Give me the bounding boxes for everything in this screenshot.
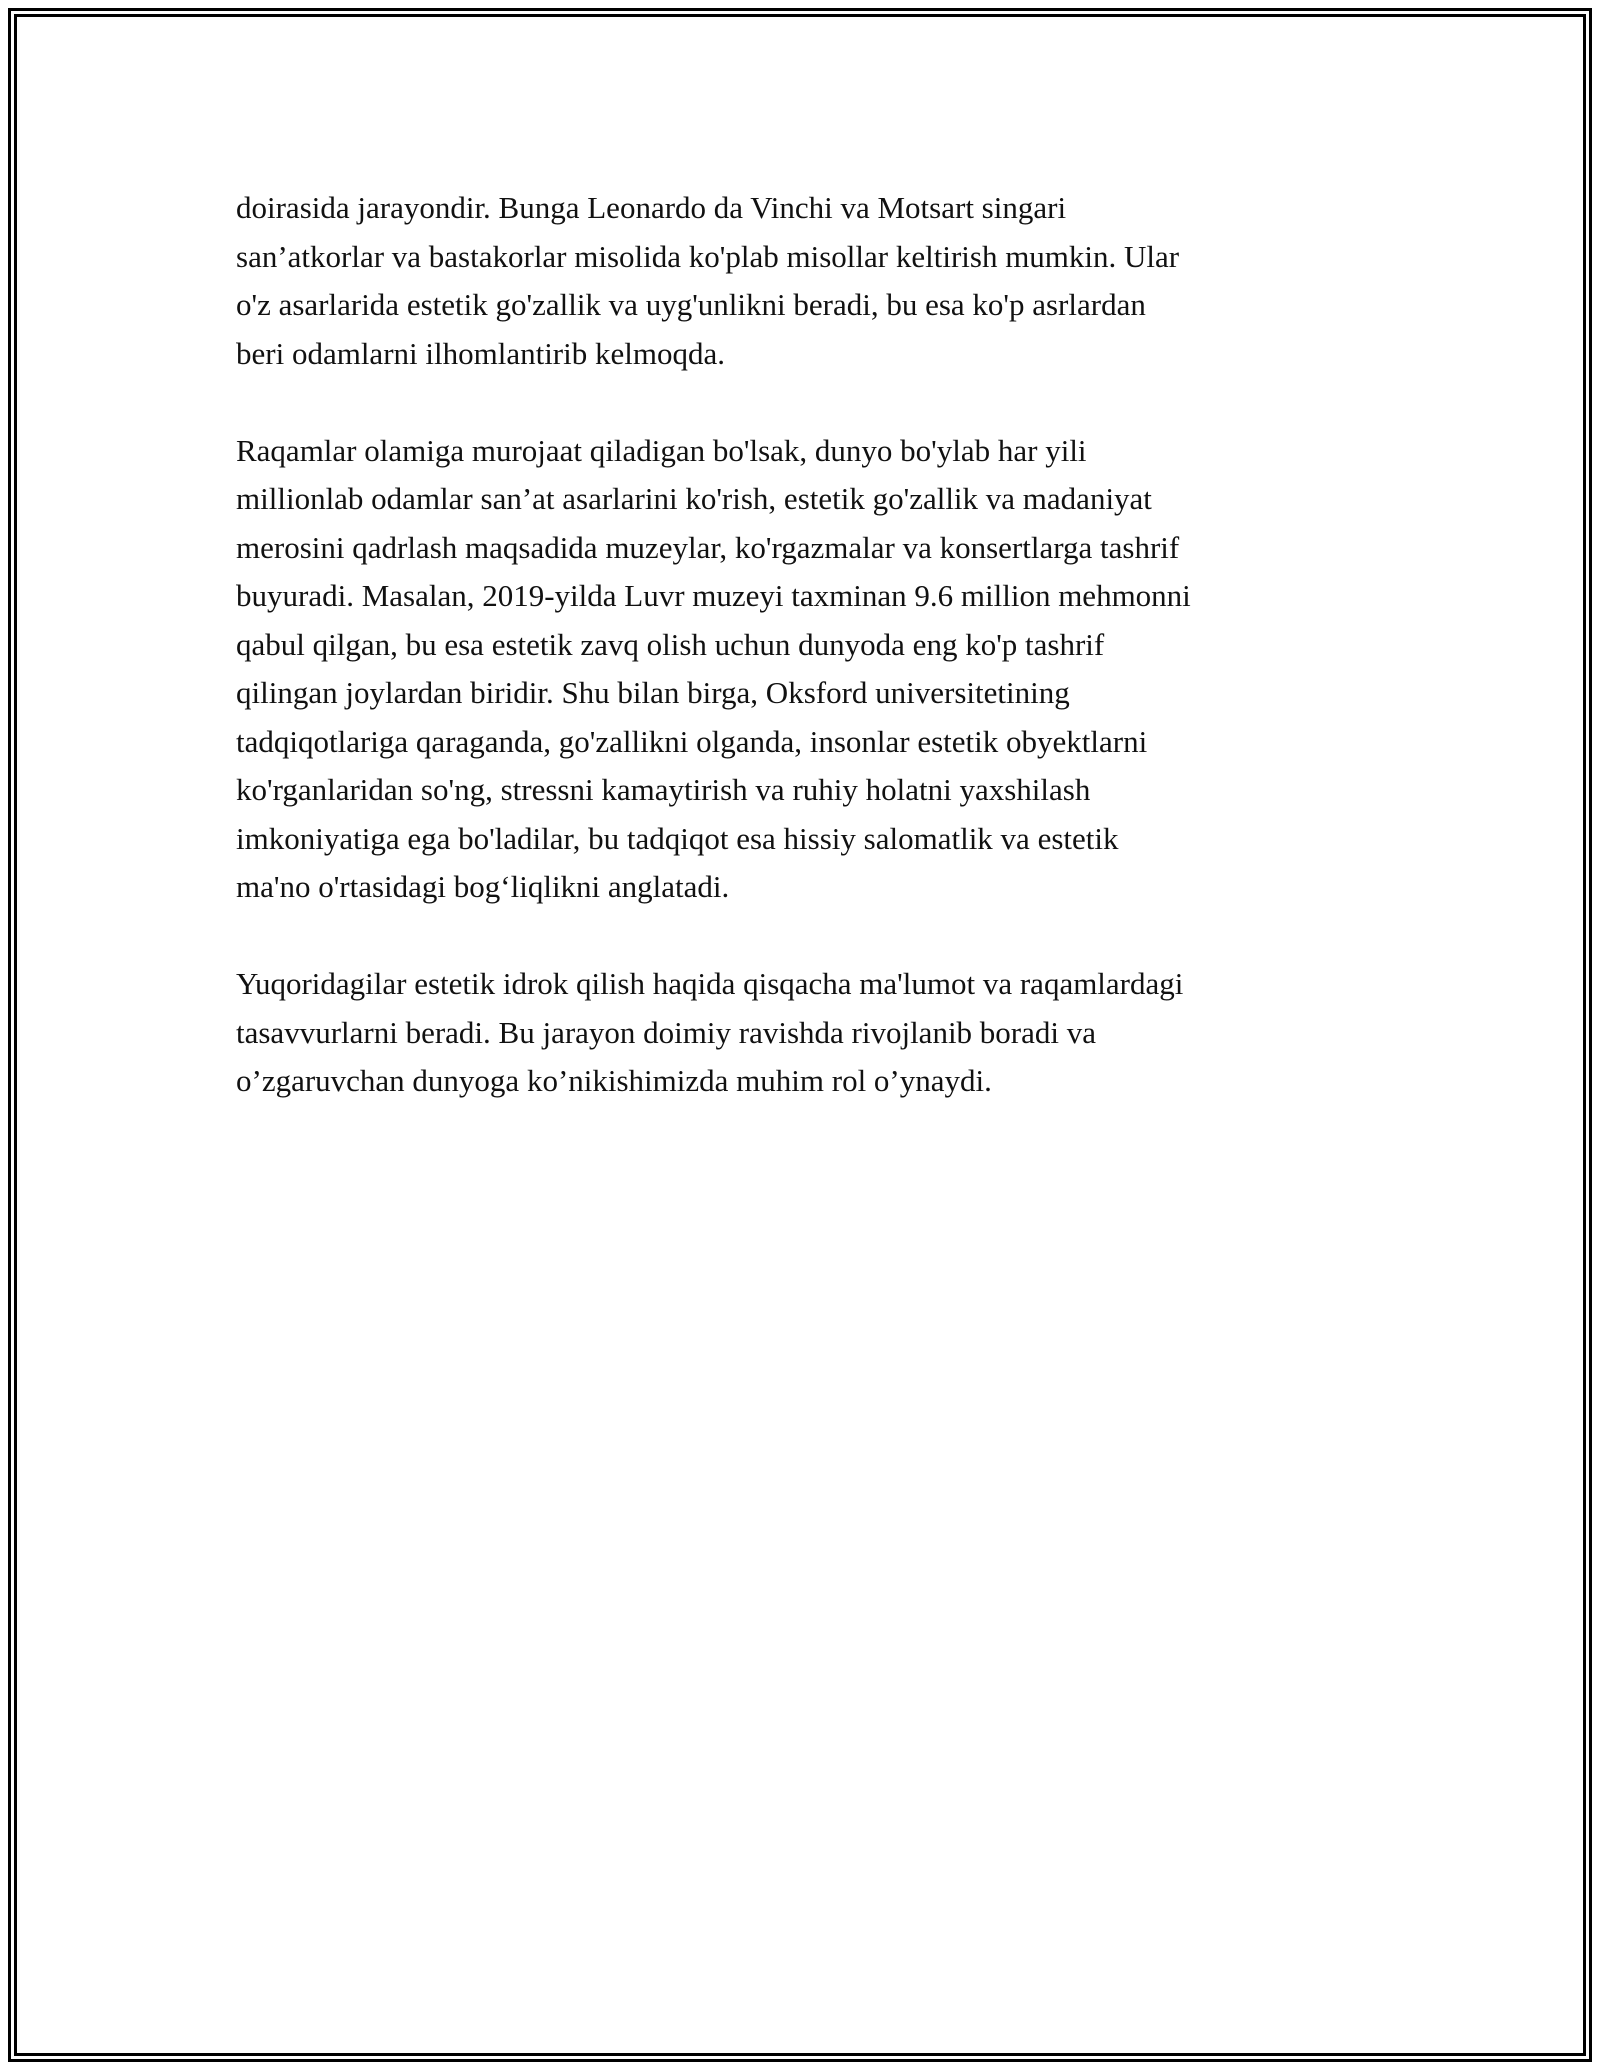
document-body <box>236 184 1386 1154</box>
paragraph-3: Yuqoridagilar estetik idrok qilish haqida qisqacha ma'lumot va raqamlardagi tasavvurlarni beradi. Bu jarayon doimiy ravishda rivojlanib boradi va o’zgaruvchan dunyoga ko’nikishimizda muhim rol o’ynaydi. <box>236 966 1184 1098</box>
paragraph-1: doirasida jarayondir. Bunga Leonardo da Vinchi va Motsart singari san’atkorlar va bastakorlar misolida ko'plab misollar keltirish mumkin. Ular o'z asarlarida estetik go'zallik va uyg'unlikni beradi, bu esa ko'p asrlardan beri odamlarni ilhomlantirib kelmoqda. <box>236 190 1180 371</box>
paragraph-2: Raqamlar olamiga murojaat qiladigan bo'lsak, dunyo bo'ylab har yili millionlab odamlar san’at asarlarini ko'rish, estetik go'zallik va madaniyat merosini qadrlash maqsadida muzeylar, ko'rgazmalar va konsertlarga tashrif buyuradi. Masalan, 2019-yilda Luvr muzeyi taxminan 9.6 million mehmonni qabul qilgan, bu esa estetik zavq olish uchun dunyoda eng ko'p tashrif qilingan joylardan biridir. Shu bilan birga, Oksford universitetining tadqiqotlariga qaraganda, go'zallikni olganda, insonlar estetik obyektlarni ko'rganlaridan so'ng, stressni kamaytirish va ruhiy holatni yaxshilash imkoniyatiga ega bo'ladilar, bu tadqiqot esa hissiy salomatlik va estetik ma'no o'rtasidagi bog‘liqlikni anglatadi. <box>236 432 1191 904</box>
